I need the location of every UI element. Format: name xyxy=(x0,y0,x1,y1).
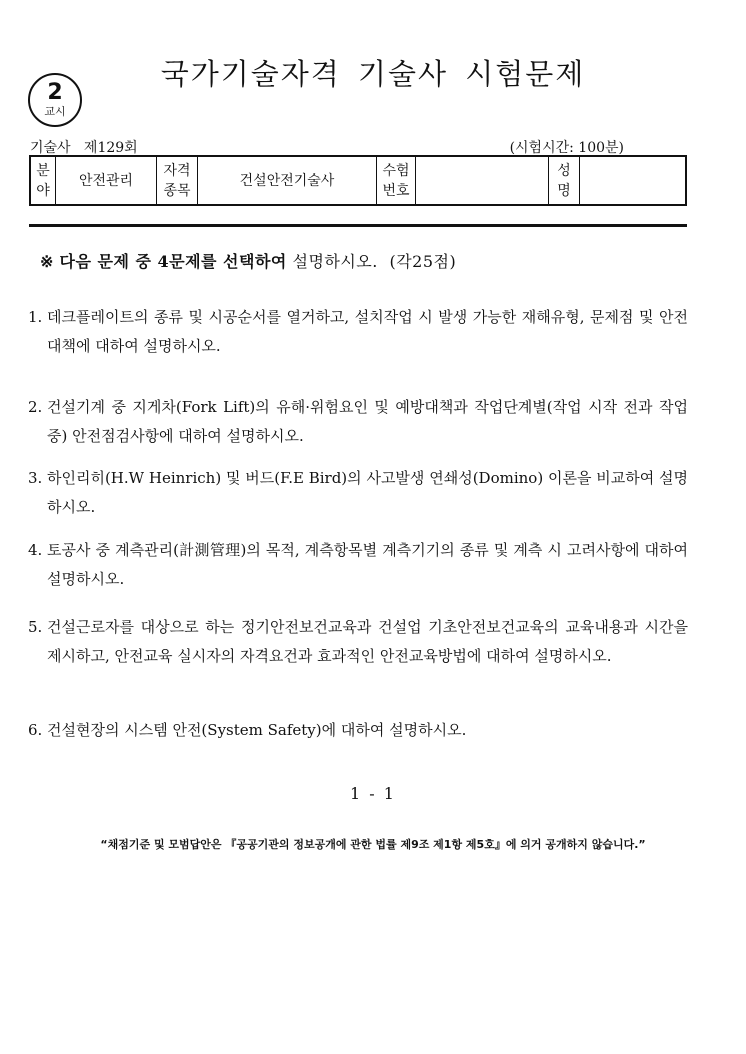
period-label: 교시 xyxy=(44,105,66,118)
question-5 xyxy=(28,613,688,671)
exam-no-label: 수험번호 xyxy=(382,162,410,199)
header-divider xyxy=(29,224,687,227)
exam-title: 국가기술자격 기술사 시험문제 xyxy=(160,57,586,91)
question-number: 5. xyxy=(28,618,43,636)
category-label-cell xyxy=(157,156,198,205)
question-text: 건설근로자를 대상으로 하는 정기안전보건교육과 건설업 기초안전보건교육의 교육내용과 시간을 제시하고, 안전교육 실시자의 자격요건과 효과적인 안전교육방법에 대하여 설명하시오. xyxy=(47,618,688,665)
exam-no-label-cell xyxy=(377,156,416,205)
field-label: 분야 xyxy=(36,162,50,199)
question-text: 건설현장의 시스템 안전(System Safety)에 대하여 설명하시오. xyxy=(47,721,467,739)
question-text: 하인리히(H.W Heinrich) 및 버드(F.E Bird)의 사고발생 연쇄성(Domino) 이론을 비교하여 설명하시오. xyxy=(47,469,688,516)
question-text: 데크플레이트의 종류 및 시공순서를 열거하고, 설치작업 시 발생 가능한 재해유형, 문제점 및 안전대책에 대하여 설명하시오. xyxy=(47,308,688,355)
question-text: 건설기계 중 지게차(Fork Lift)의 유해·위험요인 및 예방대책과 작업단계별(작업 시작 전과 작업 중) 안전점검사항에 대하여 설명하시오. xyxy=(47,398,688,445)
question-2 xyxy=(28,393,688,451)
question-number: 6. xyxy=(28,721,43,739)
question-number: 4. xyxy=(28,541,43,559)
instruction-bold: 다음 문제 중 4문제를 선택하여 xyxy=(59,252,287,271)
field-label-cell xyxy=(30,156,56,205)
category-label: 자격종목 xyxy=(163,162,191,199)
period-number: 2 xyxy=(47,80,63,105)
instruction-points: (각25점) xyxy=(389,252,457,271)
exam-info-table xyxy=(29,155,687,206)
question-1 xyxy=(28,303,688,361)
name-value-cell xyxy=(580,156,687,205)
period-badge xyxy=(28,73,82,127)
exam-no-value-cell xyxy=(416,156,549,205)
field-value-cell xyxy=(56,156,157,205)
question-text: 토공사 중 계측관리(計測管理)의 목적, 계측항목별 계측기기의 종류 및 계측 시 고려사항에 대하여 설명하시오. xyxy=(47,541,688,588)
category-value-cell xyxy=(198,156,377,205)
question-number: 2. xyxy=(28,398,43,416)
instruction xyxy=(40,249,456,272)
name-label: 성명 xyxy=(557,162,571,199)
field-value: 안전관리 xyxy=(78,172,134,189)
exam-round: 기술사 제129회 xyxy=(30,140,138,156)
question-number: 1. xyxy=(28,308,43,326)
question-number: 3. xyxy=(28,469,43,487)
name-label-cell xyxy=(549,156,580,205)
question-4 xyxy=(28,536,688,594)
category-value: 건설안전기술사 xyxy=(239,172,335,189)
question-6 xyxy=(28,716,688,745)
instruction-mark: ※ xyxy=(40,252,54,271)
question-3 xyxy=(28,464,688,522)
page-number: 1 - 1 xyxy=(350,784,396,803)
disclosure-footer: “채점기준 및 모범답안은 『공공기관의 정보공개에 관한 법률 제9조 제1항 제5호』에 의거 공개하지 않습니다.” xyxy=(100,838,646,851)
instruction-rest: 설명하시오. xyxy=(292,252,378,271)
exam-time: (시험시간: 100분) xyxy=(509,140,624,156)
